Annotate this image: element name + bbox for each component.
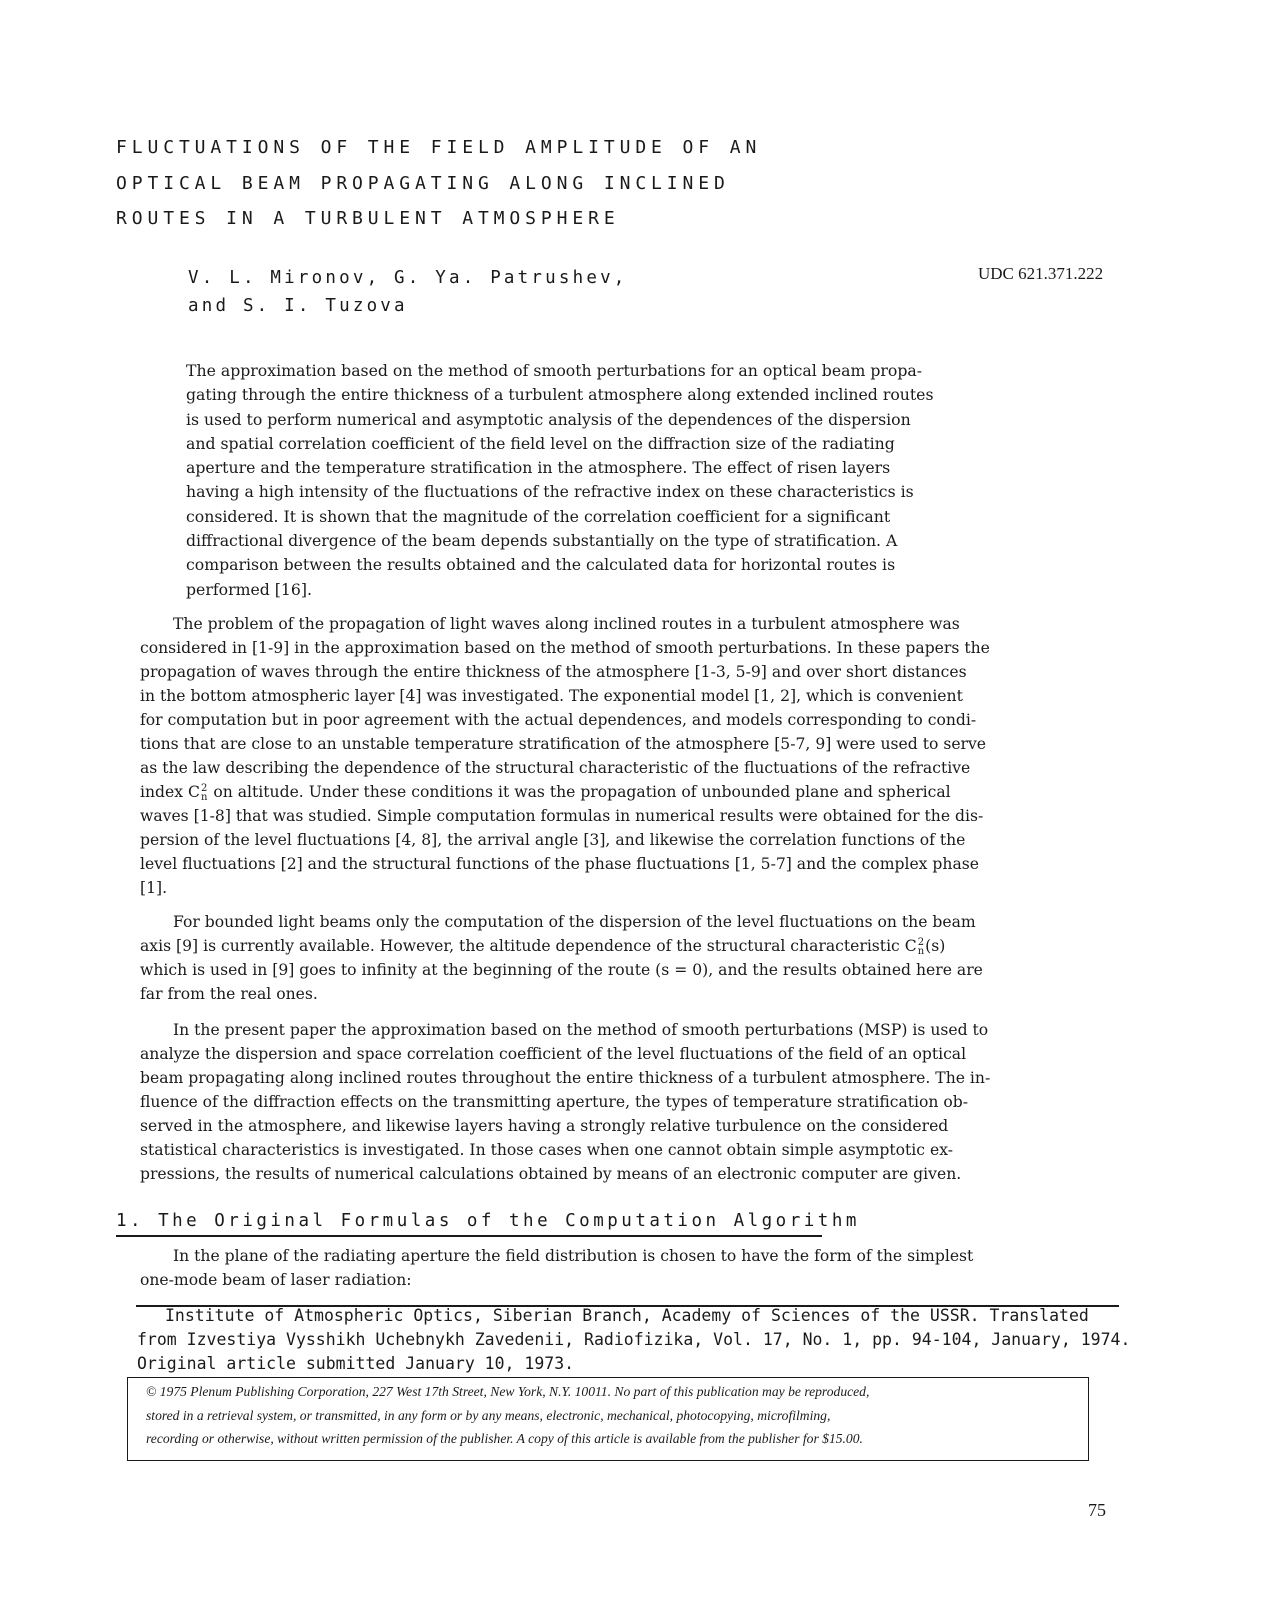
author-line-2: and S. I. Tuzova <box>188 296 408 316</box>
body-text: axis [9] is currently available. However, the altitude dependence of the structural characteristic C <box>140 937 917 955</box>
body-line: far from the real ones. <box>140 985 318 1003</box>
footnote-line: Institute of Atmospheric Optics, Siberian Branch, Academy of Sciences of the USSR. Translated <box>165 1306 1089 1325</box>
body-line: statistical characteristics is investigated. In those cases when one cannot obtain simple asymptotic ex- <box>140 1141 954 1159</box>
body-line: pressions, the results of numerical calculations obtained by means of an electronic computer are given. <box>140 1165 962 1183</box>
abstract-line: having a high intensity of the fluctuations of the refractive index on these characteristics is <box>186 482 914 502</box>
footnote-line: Original article submitted January 10, 1973. <box>137 1354 575 1373</box>
abstract-line: aperture and the temperature stratification in the atmosphere. The effect of risen layers <box>186 458 891 478</box>
footnote-line: from Izvestiya Vysshikh Uchebnykh Zavedenii, Radiofizika, Vol. 17, No. 1, pp. 94-104, January, 1974. <box>137 1330 1131 1349</box>
abstract-line: gating through the entire thickness of a turbulent atmosphere along extended inclined routes <box>186 385 934 405</box>
abstract-line: and spatial correlation coefficient of the field level on the diffraction size of the radiating <box>186 433 895 453</box>
abstract-line: The approximation based on the method of smooth perturbations for an optical beam propa- <box>186 361 923 380</box>
body-line: level fluctuations [2] and the structural functions of the phase fluctuations [1, 5-7] and the complex phase <box>140 855 979 873</box>
body-line: analyze the dispersion and space correlation coefficient of the level fluctuations of the field of an optical <box>140 1045 967 1063</box>
author-line-1: V. L. Mironov, G. Ya. Patrushev, <box>188 268 628 288</box>
subscript: n <box>917 946 925 957</box>
page-number: 75 <box>1088 1500 1106 1520</box>
abstract-line: is used to perform numerical and asymptotic analysis of the dependences of the dispersion <box>186 409 911 429</box>
superscript: 2 <box>917 937 925 948</box>
body-line: For bounded light beams only the computation of the dispersion of the level fluctuations on the beam <box>173 913 976 931</box>
abstract-line: comparison between the results obtained and the calculated data for horizontal routes is <box>186 555 896 575</box>
body-line: propagation of waves through the entire thickness of the atmosphere [1-3, 5-9] and over short distances <box>140 663 967 681</box>
section-heading: 1. The Original Formulas of the Computation Algorithm <box>116 1211 860 1231</box>
body-line: considered in [1-9] in the approximation based on the method of smooth perturbations. In these papers the <box>140 639 990 657</box>
body-line: as the law describing the dependence of the structural characteristic of the fluctuations of the refractive <box>140 759 971 777</box>
heading-underline <box>116 1235 822 1237</box>
body-line: one-mode beam of laser radiation: <box>140 1271 412 1289</box>
superscript: 2 <box>200 783 208 794</box>
body-line: in the bottom atmospheric layer [4] was investigated. The exponential model [1, 2], which is convenient <box>140 687 963 705</box>
abstract-line: considered. It is shown that the magnitude of the correlation coefficient for a significant <box>186 506 891 526</box>
body-line: In the plane of the radiating aperture the field distribution is chosen to have the form of the simplest <box>173 1247 974 1265</box>
body-line: [1]. <box>140 879 168 897</box>
sub-superscript <box>918 938 924 956</box>
body-line <box>140 783 951 802</box>
abstract-line: diffractional divergence of the beam depends substantially on the type of stratification. A <box>186 531 898 551</box>
body-line: waves [1-8] that was studied. Simple computation formulas in numerical results were obtained for the dis- <box>140 807 984 825</box>
body-text: (s) <box>925 937 946 955</box>
body-line: served in the atmosphere, and likewise layers having a strongly relative turbulence on the considered <box>140 1117 949 1135</box>
copyright-line: recording or otherwise, without written permission of the publisher. A copy of this article is available from the publisher for $15.00. <box>146 1431 863 1446</box>
title-line-3: ROUTES IN A TURBULENT ATMOSPHERE <box>116 208 620 229</box>
authors <box>188 264 628 320</box>
body-line <box>140 937 945 956</box>
body-line: tions that are close to an unstable temperature stratification of the atmosphere [5-7, 9] were used to serve <box>140 735 987 753</box>
body-line: persion of the level fluctuations [4, 8], the arrival angle [3], and likewise the correlation functions of the <box>140 831 966 849</box>
sub-superscript <box>201 784 207 802</box>
body-text: index C <box>140 783 200 801</box>
abstract <box>186 359 1066 602</box>
body-text: on altitude. Under these conditions it was the propagation of unbounded plane and spherical <box>208 783 951 801</box>
body-line: The problem of the propagation of light waves along inclined routes in a turbulent atmosphere was <box>173 615 960 633</box>
copyright-line: © 1975 Plenum Publishing Corporation, 227 West 17th Street, New York, N.Y. 10011. No part of this publication may be reproduced, <box>146 1384 870 1399</box>
body-line: beam propagating along inclined routes throughout the entire thickness of a turbulent atmosphere. The in- <box>140 1069 991 1087</box>
body-line: fluence of the diffraction effects on the transmitting aperture, the types of temperature stratification ob- <box>140 1093 969 1111</box>
udc-code: UDC 621.371.222 <box>978 264 1104 283</box>
copyright-notice <box>127 1377 1089 1461</box>
copyright-line: stored in a retrieval system, or transmitted, in any form or by any means, electronic, mechanical, photocopying, microfilming, <box>146 1408 831 1423</box>
title-line-2: OPTICAL BEAM PROPAGATING ALONG INCLINED <box>116 173 730 194</box>
title-line-1: FLUCTUATIONS OF THE FIELD AMPLITUDE OF AN <box>116 137 762 158</box>
abstract-line: performed [16]. <box>186 579 312 599</box>
body-line: for computation but in poor agreement with the actual dependences, and models corresponding to condi- <box>140 711 977 729</box>
body-line: In the present paper the approximation based on the method of smooth perturbations (MSP) is used to <box>173 1021 989 1039</box>
subscript: n <box>200 792 208 803</box>
body-line: which is used in [9] goes to infinity at the beginning of the route (s = 0), and the results obtained here are <box>140 961 983 979</box>
